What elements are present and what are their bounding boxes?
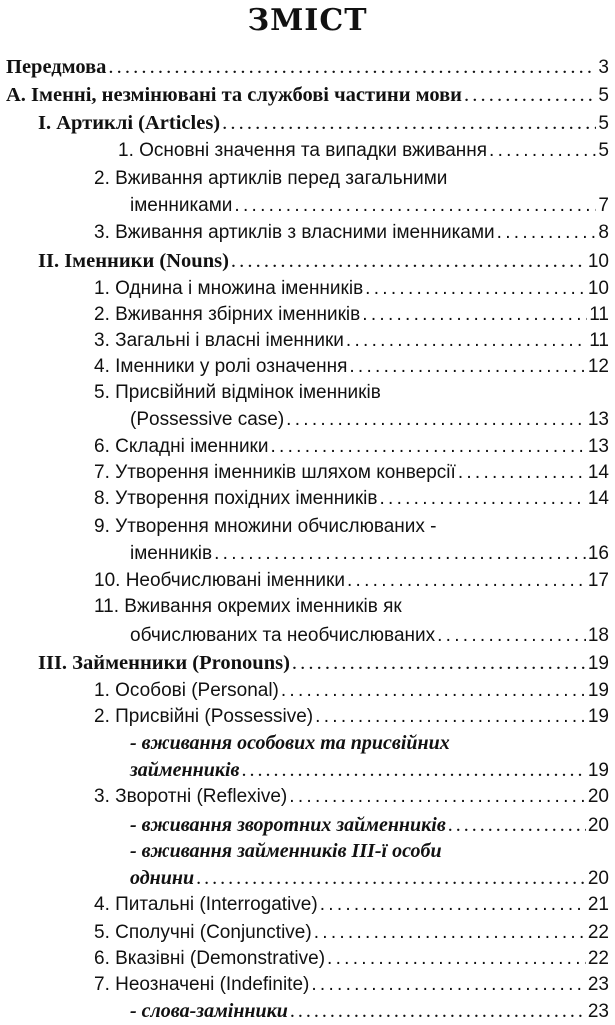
toc-entry [94,946,609,972]
toc-entry [94,166,609,192]
toc-entry-text: - вживання особових та присвійних [130,732,450,754]
toc-entry [94,380,609,406]
toc-entry [94,276,609,302]
toc-entry-text: 6. Складні іменники [94,436,269,457]
toc-entry-text: 7. Утворення іменників шляхом конверсії [94,462,456,483]
toc-entry [38,110,609,136]
toc-entry-text: Передмова [6,56,107,78]
toc-entry-text: 3. Вживання артиклів з власними іменниками [94,222,495,243]
dot-leader [362,302,587,328]
toc-entry [94,354,609,380]
toc-entry-text: 9. Утворення множини обчислюваних - [94,516,437,537]
toc-page-number: 10 [587,278,609,299]
toc-page-number: 16 [587,543,609,564]
dot-leader [234,192,596,220]
toc-entry [94,568,609,594]
dot-leader [379,486,585,512]
dot-leader [241,756,585,784]
toc-entry-text: обчислюваних та необчислюваних [130,625,436,646]
toc-entry-text: 2. Вживання артиклів перед загальними [94,168,448,189]
toc-entry [130,730,609,756]
toc-entry [130,812,609,838]
toc-entry-text: 10. Необчислювані іменники [94,570,345,591]
toc-page-number: 19 [587,653,609,674]
toc-entry-text: 2. Присвійні (Possessive) [94,706,314,727]
dot-leader [222,110,596,136]
toc-entry-text: іменників [130,543,213,564]
toc-entry-text: 2. Вживання збірних іменників [94,304,361,325]
toc-entry [130,406,609,434]
dot-leader [489,138,596,164]
dot-leader [311,972,586,998]
toc-page-number: 18 [587,625,609,646]
toc-entry [94,302,609,328]
toc-page-number: 14 [587,462,609,483]
toc-entry-text: 6. Вказівні (Demonstrative) [94,948,326,969]
toc-entry-text: - вживання зворотних займенників [130,814,446,836]
toc-entry-text: 1. Особові (Personal) [94,680,279,701]
dot-leader [320,892,586,918]
toc-entry-text: іменниками [130,195,233,216]
toc-entry-text: - вживання займенників ІІІ-ї особи [130,840,442,862]
toc-page-number: 5 [598,113,609,134]
toc-entry [94,328,609,354]
toc-entry [38,650,609,676]
toc-entry [130,540,609,568]
toc-page-number: 11 [589,330,609,351]
toc-entry [130,838,609,864]
dot-leader [347,568,586,594]
toc-page-number: 23 [587,1001,609,1022]
toc-entry-text: - слова-замінники [130,1000,288,1022]
toc-entry [94,704,609,730]
toc-entry [94,594,609,620]
toc-entry [94,920,609,946]
dot-leader [214,540,586,568]
toc-entry-text: ІІІ. Займенники (Pronouns) [38,652,290,674]
toc-entry [94,892,609,918]
toc-page-number: 22 [587,922,609,943]
toc-entry-text: 1. Основні значення та випадки вживання [118,140,488,161]
toc-entry-text: 3. Загальні і власні іменники [94,330,344,351]
toc-page-number: 23 [587,974,609,995]
toc-entry-text: займенників [130,759,240,781]
toc-entry [6,54,609,80]
toc-page-number: 12 [587,356,609,377]
toc-entry-text: 1. Однина і множина іменників [94,278,364,299]
dot-leader [108,54,596,80]
toc-entry [118,138,609,164]
toc-entry-text: 5. Присвійний відмінок іменників [94,382,381,403]
toc-entry-text: 7. Неозначені (Indefinite) [94,974,310,995]
dot-leader [290,998,586,1024]
toc-entry [94,486,609,512]
page-title: ЗМІСТ [247,3,368,38]
toc-entry [130,998,609,1024]
dot-leader [458,460,586,486]
dot-leader [231,248,586,274]
dot-leader [437,622,586,650]
toc-entry [94,784,609,810]
toc-entry-text: І. Артиклі (Articles) [38,112,221,134]
dot-leader [464,82,596,108]
toc-page-number: 21 [587,894,609,915]
toc-entry [94,514,609,540]
dot-leader [365,276,586,302]
toc-entry [94,220,609,246]
toc-entry [94,678,609,704]
dot-leader [349,354,585,380]
toc-page-number: 17 [587,570,609,591]
toc-entry-text: 8. Утворення похідних іменників [94,488,378,509]
toc-entry-text: однини [130,867,195,889]
dot-leader [448,812,586,838]
toc-page-number: 13 [587,436,609,457]
toc-entry [130,756,609,784]
toc-page-number: 19 [587,760,609,781]
toc-entry [94,460,609,486]
toc-page-number: 5 [598,85,609,106]
dot-leader [315,704,586,730]
toc-entry [94,434,609,460]
dot-leader [292,650,586,676]
toc-entry-text: 11. Вживання окремих іменників як [94,596,402,617]
dot-leader [270,434,585,460]
toc-entry-text: ІІ. Іменники (Nouns) [38,250,229,272]
toc-entry [130,192,609,220]
toc-page-number: 20 [587,786,609,807]
toc-page-number: 20 [587,815,609,836]
toc-page-number: 22 [587,948,609,969]
dot-leader [286,406,586,434]
dot-leader [314,920,586,946]
toc-page-number: 7 [598,195,609,216]
toc-page-number: 13 [587,409,609,430]
toc-page-number: 19 [587,680,609,701]
toc-page-number: 3 [598,57,609,78]
toc-entry-text: 4. Питальні (Interrogative) [94,894,318,915]
toc-entry [130,864,609,892]
toc-entry [130,622,609,650]
dot-leader [497,220,597,246]
toc-entry-text: (Possessive case) [130,409,285,430]
toc-entry-text: 5. Сполучні (Conjunctive) [94,922,312,943]
toc-entry-text: 4. Іменники у ролі означення [94,356,348,377]
toc-entry-text: А. Іменні, незмінювані та службові частини мови [6,84,462,106]
dot-leader [196,864,586,892]
toc-page-number: 10 [587,251,609,272]
toc-page-number: 11 [589,304,609,325]
dot-leader [327,946,586,972]
dot-leader [281,678,586,704]
dot-leader [346,328,587,354]
toc-entry [94,972,609,998]
toc-page-number: 8 [598,222,609,243]
toc-page-number: 14 [587,488,609,509]
toc-page-number: 5 [598,140,609,161]
toc-page-number: 19 [587,706,609,727]
toc-entry [38,248,609,274]
toc-page-number: 20 [587,868,609,889]
toc-entry [6,82,609,108]
toc-entry-text: 3. Зворотні (Reflexive) [94,786,288,807]
dot-leader [289,784,586,810]
